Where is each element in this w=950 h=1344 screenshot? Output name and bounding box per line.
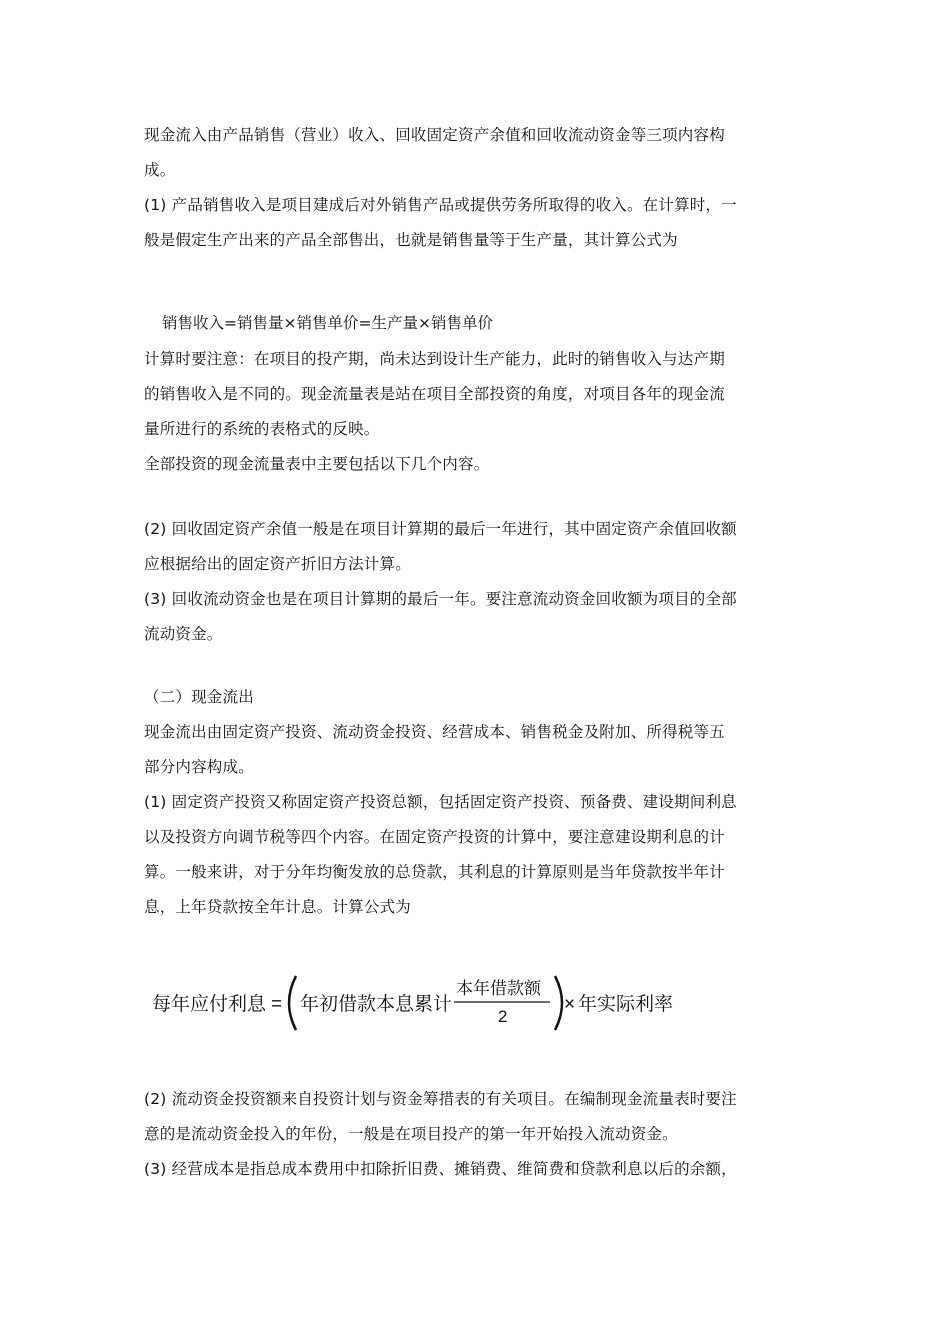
text-line: 全部投资的现金流量表中主要包括以下几个内容。 (144, 455, 490, 473)
paragraph-cash-outflow (144, 680, 814, 925)
text-line: (2) 流动资金投资额来自投资计划与资金筹措表的有关项目。在编制现金流量表时要注 (144, 1090, 737, 1108)
formula-lhs: 每年应付利息 (152, 994, 267, 1015)
text-line: (3) 回收流动资金也是在项目计算期的最后一年。要注意流动资金回收额为项目的全部 (144, 590, 737, 608)
formula-term: 年初借款本息累计 (300, 994, 453, 1015)
formula-equals: = (271, 994, 283, 1015)
paragraph-recovery (144, 512, 814, 652)
text-line: 成。 (144, 161, 176, 179)
text-line: 的销售收入是不同的。现金流量表是站在项目全部投资的角度，对项目各年的现金流 (144, 385, 725, 403)
formula-rate: 年实际利率 (578, 994, 674, 1015)
formula-numerator: 本年借款额 (456, 979, 541, 998)
text-line: 部分内容构成。 (144, 758, 254, 776)
text-line: 般是假定生产出来的产品全部售出，也就是销售量等于生产量，其计算公式为 (144, 231, 678, 249)
text-line: 现金流出由固定资产投资、流动资金投资、经营成本、销售税金及附加、所得税等五 (144, 723, 725, 741)
text-line: 现金流入由产品销售（营业）收入、回收固定资产余值和回收流动资金等三项内容构 (144, 126, 725, 144)
paragraph-calculation-note (144, 342, 814, 482)
text-line: 意的是流动资金投入的年份，一般是在项目投产的第一年开始投入流动资金。 (144, 1125, 678, 1143)
formula-times: × (564, 994, 576, 1015)
text-line: 以及投资方向调节税等四个内容。在固定资产投资的计算中，要注意建设期利息的计 (144, 828, 725, 846)
text-line: (2) 回收固定资产余值一般是在项目计算期的最后一年进行，其中固定资产余值回收额 (144, 520, 737, 538)
text-line: 算。一般来讲，对于分年均衡发放的总贷款，其利息的计算原则是当年贷款按半年计 (144, 863, 725, 881)
text-line: 流动资金。 (144, 625, 223, 643)
left-paren (289, 976, 296, 1030)
formula-denominator: 2 (498, 1007, 508, 1026)
paragraph-working-capital (144, 1082, 814, 1187)
text-line: (3) 经营成本是指总成本费用中扣除折旧费、摊销费、维简费和贷款利息以后的余额， (144, 1160, 737, 1178)
text-line: 量所进行的系统的表格式的反映。 (144, 420, 380, 438)
section-heading: （二）现金流出 (144, 688, 254, 706)
text-line: 计算时要注意：在项目的投产期，尚未达到设计生产能力，此时的销售收入与达产期 (144, 350, 725, 368)
text-line: 息，上年贷款按全年计息。计算公式为 (144, 898, 411, 916)
text-line: (1) 固定资产投资又称固定资产投资总额，包括固定资产投资、预备费、建设期间利息 (144, 793, 737, 811)
interest-formula (150, 972, 690, 1034)
sales-revenue-formula: 销售收入=销售量×销售单价=生产量×销售单价 (162, 314, 493, 332)
text-line: (1) 产品销售收入是项目建成后对外销售产品或提供劳务所取得的收入。在计算时，一 (144, 196, 737, 214)
text-line: 应根据给出的固定资产折旧方法计算。 (144, 555, 411, 573)
right-paren (555, 976, 562, 1030)
paragraph-cash-inflow-intro (144, 118, 814, 258)
